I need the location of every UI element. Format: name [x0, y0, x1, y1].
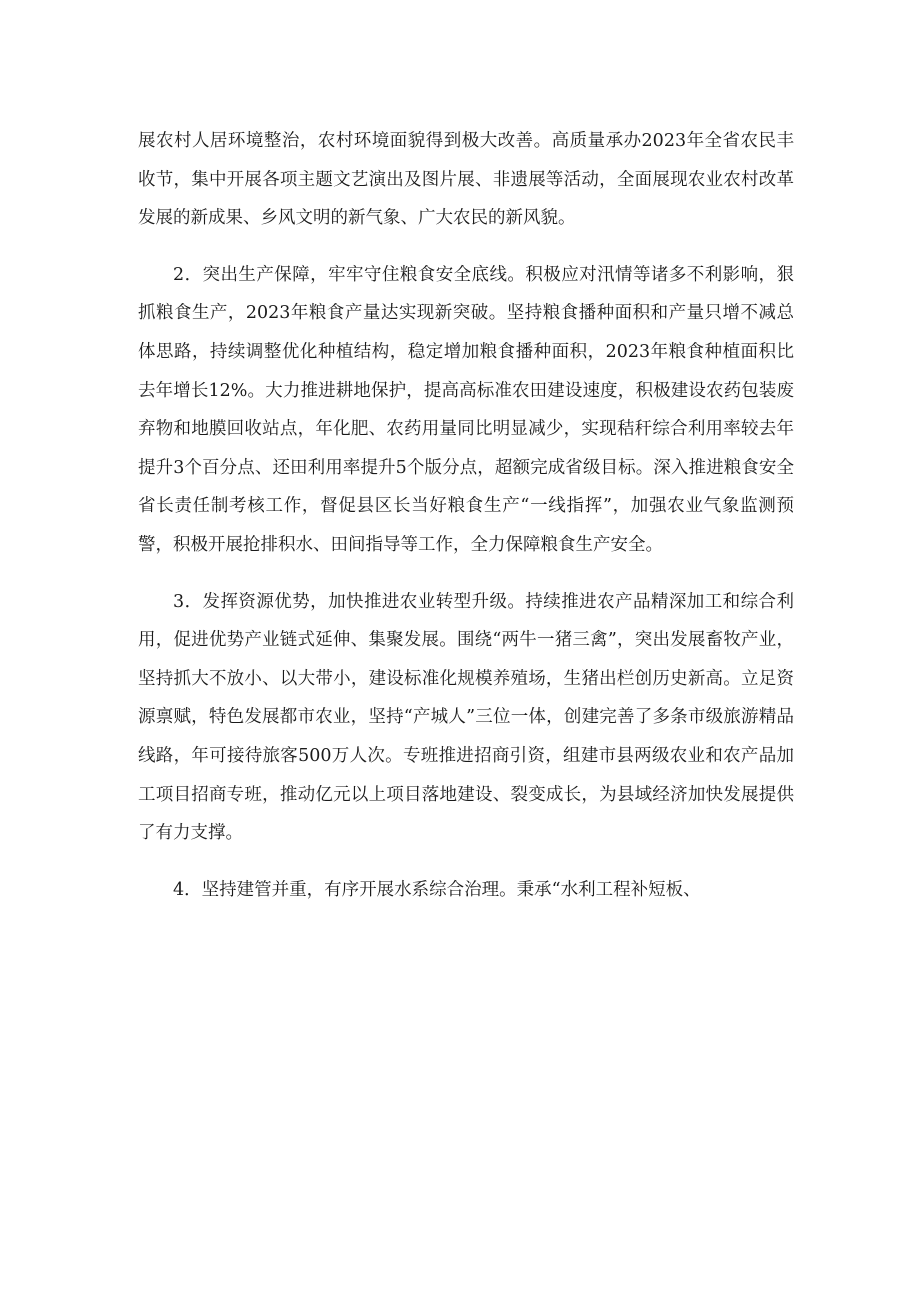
paragraph-3: 3．发挥资源优势，加快推进农业转型升级。持续推进农产品精深加工和综合利用，促进优势产业链式延伸、集聚发展。围绕“两牛一猪三禽”，突出发展畜牧产业，坚持抓大不放小、以大带小，建设标准化规模养殖场，生猪出栏创历史新高。立足资源禀赋，特色发展都市农业，坚持“产城人”三位一体，创建完善了多条市级旅游精品线路，年可接待旅客500万人次。专班推进招商引资，组建市县两级农业和农产品加工项目招商专班，推动亿元以上项目落地建设、裂变成长，为县域经济加快发展提供了有力支撑。: [138, 591, 794, 844]
paragraph-2: 2．突出生产保障，牢牢守住粮食安全底线。积极应对汛情等诸多不利影响，狠抓粮食生产，2023年粮食产量达实现新突破。坚持粮食播种面积和产量只增不减总体思路，持续调整优化种植结构，稳定增加粮食播种面积，2023年粮食种植面积比去年增长12%。大力推进耕地保护，提高高标准农田建设速度，积极建设农药包装废弃物和地膜回收站点，年化肥、农药用量同比明显减少，实现秸秆综合利用率较去年提升3个百分点、还田利用率提升5个版分点，超额完成省级目标。深入推进粮食安全省长责任制考核工作，督促县区长当好粮食生产“一线指挥”，加强农业气象监测预警，积极开展抢排积水、田间指导等工作，全力保障粮食生产安全。: [138, 264, 794, 555]
paragraph-4: 4．坚持建管并重，有序开展水系综合治理。秉承“水利工程补短板、: [173, 879, 701, 900]
document-body: [138, 122, 794, 927]
paragraph-1: 展农村人居环境整治，农村环境面貌得到极大改善。高质量承办2023年全省农民丰收节，集中开展各项主题文艺演出及图片展、非遗展等活动，全面展现农业农村改革发展的新成果、乡风文明的新气象、广大农民的新风貌。: [138, 131, 794, 229]
